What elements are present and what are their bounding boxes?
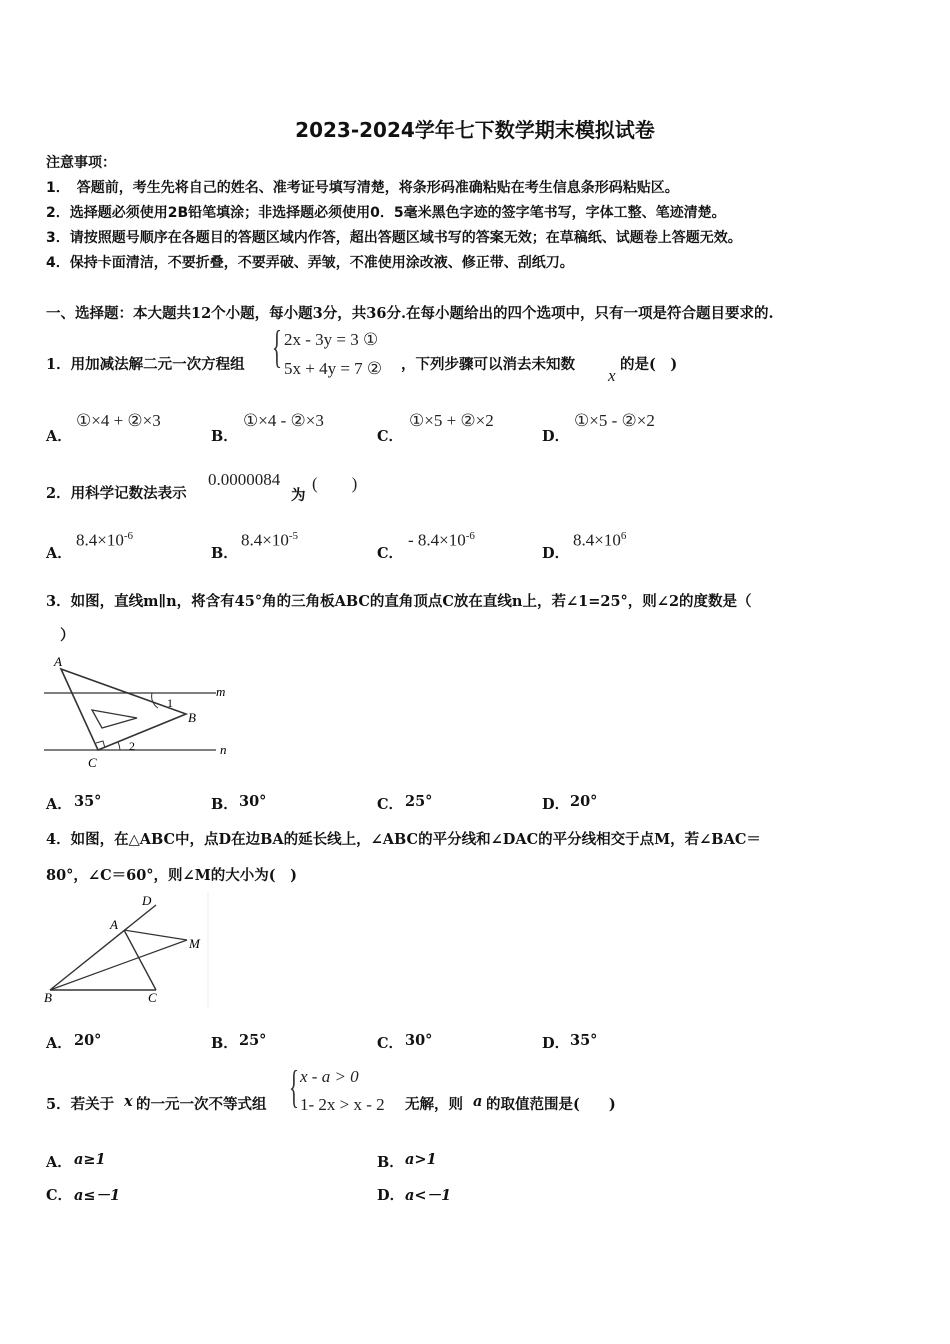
q5-option-c-label: C． [46,1187,73,1204]
q2-number: 0.0000084 [208,470,281,489]
q2-option-b: $8.4\times 10^{-5}$ [241,530,299,550]
line-bd [50,905,156,990]
q3-option-b: 30° [239,793,267,810]
q5-option-a: a≥1 [74,1151,106,1168]
notice-item: 1． 答题前，考生先将自己的姓名、准考证号填写清楚，将条形码准确粘贴在考生信息条形码粘贴区。 [46,180,679,196]
q1-eq2: 5x + 4y = 7 ② [284,359,383,378]
q5-option-d: a<－1 [405,1187,452,1204]
q1-option-b: ①×4 - ②×3 [243,411,324,430]
q2-option-d-label: D． [542,545,570,562]
q5-prefix: 5．若关于 [46,1096,115,1113]
q1-var: x [608,366,616,385]
label-a: A [110,917,118,932]
label-angle-2: 2 [129,739,135,753]
q4-option-b-label: B． [211,1035,238,1052]
bisector-am [124,930,187,940]
q3-option-d: 20° [570,793,598,810]
q3-option-a-label: A． [46,796,72,813]
q4-option-c: 30° [405,1032,433,1049]
angle-2-arc [118,742,120,750]
notice-item: 2．选择题必须使用2B铅笔填涂；非选择题必须使用0．5毫米黑色字迹的签字笔书写，字体工整、笔迹清楚。 [46,205,726,221]
q2-paren: ( ) [312,474,358,493]
q2-prefix: 2．用科学记数法表示 [46,485,187,502]
q2-option-a: $8.4\times 10^{-6}$ [76,530,134,550]
label-c: C [148,990,157,1005]
q5-ineq1: x - a > 0 [300,1067,359,1086]
q5-ineq2: 1- 2x > x - 2 [300,1095,385,1114]
segment-ac [124,930,156,990]
q1-eq1: 2x - 3y = 3 ① [284,330,379,349]
bisector-bm [50,940,187,990]
q4-option-a-label: A． [46,1035,72,1052]
notice-heading: 注意事项： [46,155,116,171]
q3-text-end: ） [60,627,75,644]
q5-option-a-label: A． [46,1154,72,1171]
q3-option-c: 25° [405,793,433,810]
q3-option-a: 35° [74,793,102,810]
q5-x: x [124,1093,133,1110]
q1-option-a-label: A． [46,428,72,445]
label-d: D [142,893,152,908]
q5-option-b-label: B． [377,1154,404,1171]
q3-option-d-label: D． [542,796,570,813]
q1-option-c-label: C． [377,428,404,445]
q1-option-c: ①×5 + ②×2 [409,411,494,430]
q5-end: 的取值范围是( ) [486,1096,616,1113]
q1-option-b-label: B． [211,428,238,445]
label-n: n [220,742,227,757]
q5-option-b: a>1 [405,1151,437,1168]
label-b: B [44,990,52,1005]
q2-option-c-label: C． [377,545,404,562]
label-angle-1: 1 [167,696,173,710]
q5-option-d-label: D． [377,1187,405,1204]
q3-option-c-label: C． [377,796,404,813]
label-m: M [189,936,200,951]
label-a: A [54,654,62,669]
notice-item: 3．请按照题号顺序在各题目的答题区域内作答，超出答题区域书写的答案无效；在草稿纸、试题卷上答题无效。 [46,230,742,246]
label-m: m [216,684,226,699]
q1-end: 的是( ) [620,356,678,373]
q2-option-d: $8.4\times 10^6$ [573,530,627,550]
q4-text-2: 80°，∠C＝60°，则∠M的大小为( ) [46,867,297,884]
q5-mid: 的一元一次不等式组 [136,1096,267,1113]
q1-prefix: 1．用加减法解二元一次方程组 [46,356,245,373]
q2-option-a-label: A． [46,545,72,562]
q5-brace: { [289,1061,299,1112]
q2-option-c: - $8.4\times 10^{-6}$ [408,530,475,550]
q3-figure [40,650,240,775]
q2-option-b-label: B． [211,545,238,562]
q5-a: a [473,1093,483,1110]
label-b: B [188,710,196,725]
notice-item: 4．保持卡面清洁，不要折叠，不要弄破、弄皱，不准使用涂改液、修正带、刮纸刀。 [46,255,574,271]
q4-text: 4．如图，在△ABC中，点D在边BA的延长线上，∠ABC的平分线和∠DAC的平分线相交于点M，若∠BAC＝ [46,831,761,848]
q1-brace: { [272,321,282,372]
q3-option-b-label: B． [211,796,238,813]
page-title: 2023-2024学年七下数学期末模拟试卷 [295,118,655,142]
q2-suffix: 为 [291,487,306,504]
q4-figure [44,892,210,1008]
q4-option-b: 25° [239,1032,267,1049]
q1-suffix: ，下列步骤可以消去未知数 [401,356,575,373]
label-c: C [88,755,97,770]
triangle-inner [92,710,137,728]
q1-option-a: ①×4 + ②×3 [76,411,161,430]
section-heading: 一、选择题：本大题共12个小题，每小题3分，共36分.在每小题给出的四个选项中，只有一项是符合题目要求的. [46,305,774,322]
q5-option-c: a≤－1 [74,1187,121,1204]
q4-option-a: 20° [74,1032,102,1049]
q4-option-d: 35° [570,1032,598,1049]
q4-option-c-label: C． [377,1035,404,1052]
q4-option-d-label: D． [542,1035,570,1052]
q1-option-d-label: D． [542,428,570,445]
q5-suffix: 无解，则 [405,1096,463,1113]
q3-text: 3．如图，直线m∥n，将含有45°角的三角板ABC的直角顶点C放在直线n上，若∠1=25°，则∠2的度数是（ [46,593,752,610]
angle-1-arc [152,693,158,708]
q1-option-d: ①×5 - ②×2 [574,411,655,430]
